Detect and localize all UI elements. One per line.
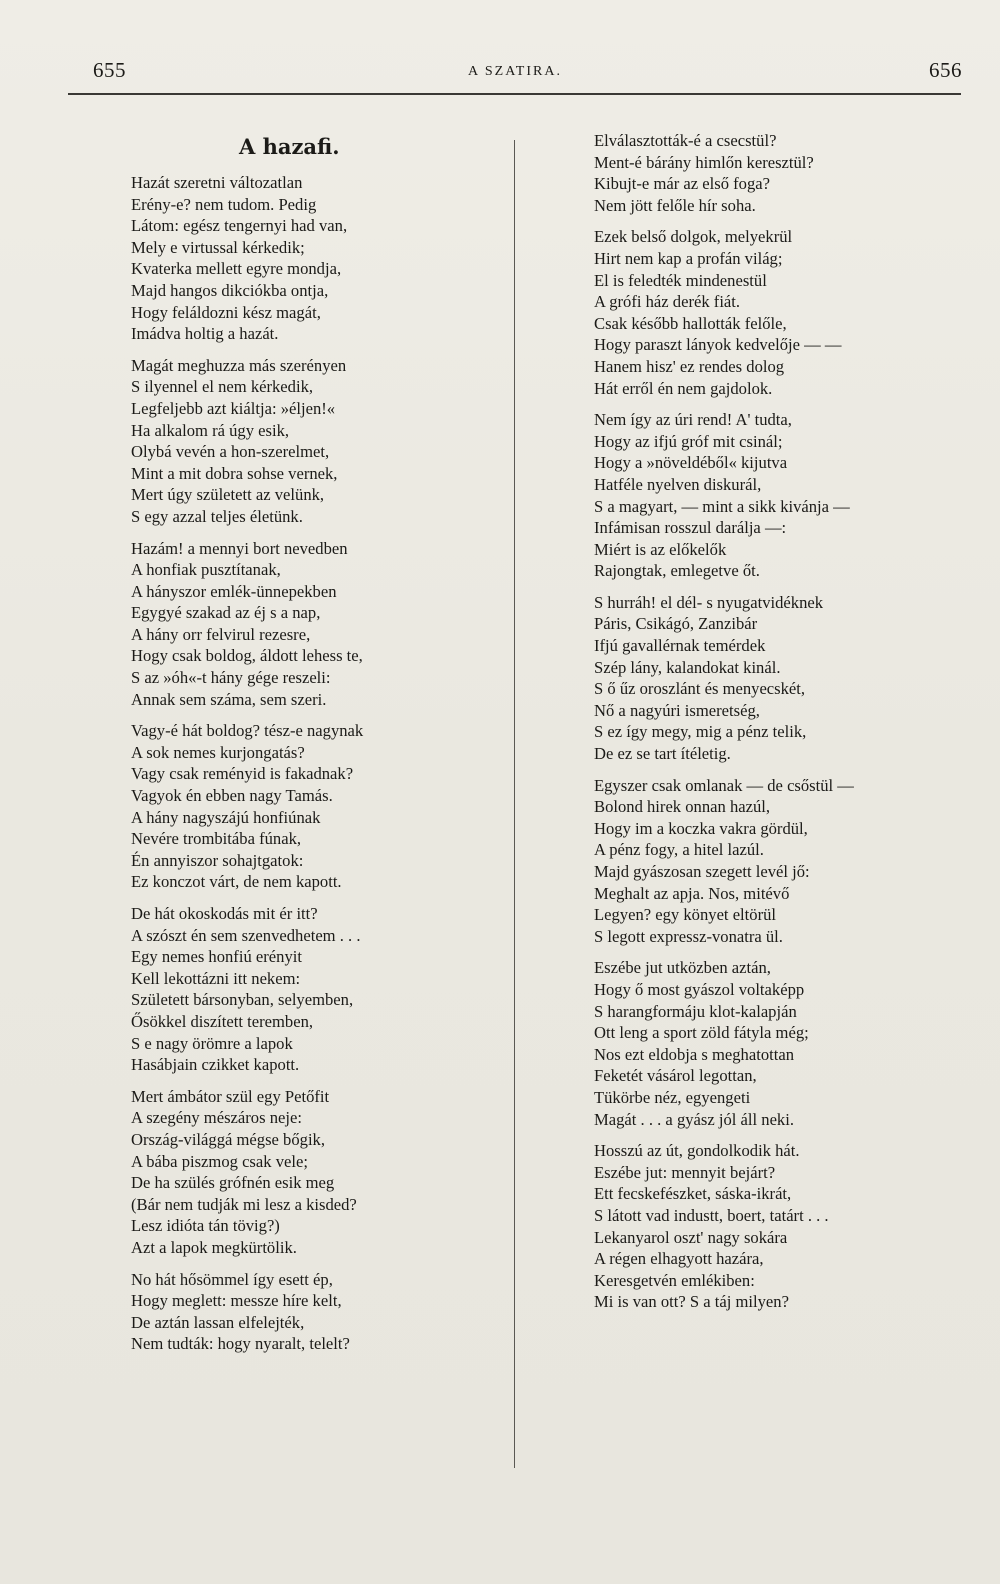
poem-line: Hogy ő most gyászol voltaképp [594,979,805,999]
poem-line: A grófi ház derék fiát. [594,292,741,312]
stanza [131,1086,501,1259]
poem-line: S ez így megy, mig a pénz telik, [594,722,807,742]
poem-line: Majd gyászosan szegett levél jő: [594,862,810,881]
poem-line: A honfiak pusztítanak, [131,560,281,580]
poem-line: Nos ezt eldobja s meghatottan [594,1044,794,1064]
poem-line: A szószt én sem szenvedhetem . . . [131,925,361,945]
poem-line: Elválasztották-é a csecstül? [594,131,777,150]
stanza [131,355,501,528]
poem-line: Miért is az előkelők [594,539,727,559]
poem-line: A pénz fogy, a hitel lazúl. [594,840,764,860]
poem-line: A bába piszmog csak vele; [131,1151,308,1171]
poem-line: Ország-világgá mégse bőgik, [131,1129,325,1149]
poem-line: Ment-é bárány himlőn keresztül? [594,152,814,172]
stanza [131,720,501,893]
poem-line: Hanem hisz' ez rendes dolog [594,356,785,376]
poem-line: Lesz idióta tán tövig?) [131,1216,280,1236]
poem-line: De hát okoskodás mit ér itt? [131,904,318,923]
poem-line: Kibujt-e már az első foga? [594,174,771,194]
poem-line: Egygyé szakad az éj s a nap, [131,603,321,623]
poem-line: Erény-e? nem tudom. Pedig [131,194,317,214]
poem-line: Mert ámbátor szül egy Petőfit [131,1086,330,1106]
poem-line: A hányszor emlék-ünnepekben [131,581,337,601]
poem-line: Hirt nem kap a profán világ; [594,248,783,268]
poem-line: Látom: egész tengernyi had van, [131,216,348,236]
poem-line: Páris, Csikágó, Zanzibár [594,614,758,634]
poem-line: De ez se tart ítéletig. [594,744,731,764]
page-number-right: 656 [929,58,962,82]
poem-line: Legyen? egy könyet eltörül [594,905,777,925]
poem-line: El is feledték mindenestül [594,270,767,290]
poem-line: Hogy feláldozni kész magát, [131,302,321,322]
poem-line: Kvaterka mellett egyre mondja, [131,259,342,279]
poem-line: Hogy im a koczka vakra gördül, [594,818,808,838]
left-column [131,130,501,1365]
poem-line: Eszébe jut: mennyit bejárt? [594,1162,776,1182]
poem-line: De aztán lassan elfelejték, [131,1312,305,1332]
poem-line: Majd hangos dikciókba ontja, [131,280,329,300]
poem-line: Hazám! a mennyi bort nevedben [131,538,348,558]
poem-line: Hazát szeretni változatlan [131,173,303,192]
poem-line: Ősökkel diszített teremben, [131,1011,314,1031]
poem-title: A hazafi. [239,134,340,159]
poem-line: Mert úgy született az velünk, [131,485,325,505]
poem-line: Mi is van ott? S a táj milyen? [594,1292,789,1312]
poem-line: Mint a mit dobra sohse vernek, [131,463,338,483]
column-divider [514,140,515,1468]
poem-line: A szegény mészáros neje: [131,1108,302,1128]
poem-line: Csak később hallották felőle, [594,313,787,333]
poem-line: Nő a nagyúri ismeretség, [594,700,760,720]
poem-line: S egy azzal teljes életünk. [131,506,303,526]
poem-line: Kell lekottázni itt nekem: [131,968,301,988]
poem-line: S legott expressz-vonatra ül. [594,926,783,946]
poem-line: (Bár nem tudják mi lesz a kisded? [131,1194,357,1214]
poem-line: Meghalt az apja. Nos, mitévő [594,883,790,903]
poem-line: Hogy a »növeldéből« kijutva [594,453,788,473]
poem-line: Hatféle nyelven diskurál, [594,474,762,494]
poem-line: Szép lány, kalandokat kinál. [594,657,781,677]
right-column [594,130,964,1323]
poem-line: S ő űz oroszlánt és menyecskét, [594,679,806,699]
poem-line: Infámisan rosszul darálja —: [594,518,787,538]
stanza [594,409,964,582]
poem-line: Nem jött felőle hír soha. [594,195,756,215]
poem-line: A sok nemes kurjongatás? [131,742,305,762]
poem-line: S a magyart, — mint a sikk kivánja — [594,496,850,516]
stanza [594,1140,964,1313]
poem-line: Vagyok én ebben nagy Tamás. [131,786,333,806]
poem-line: Ez konczot várt, de nem kapott. [131,872,342,892]
poem-line: Vagy-é hát boldog? tész-e nagynak [131,721,364,741]
poem-line: Ett fecskefészket, sáska-ikrát, [594,1184,792,1204]
stanza [131,903,501,1076]
poem-line: S e nagy örömre a lapok [131,1033,293,1053]
stanza [131,538,501,711]
poem-line: Mely e virtussal kérkedik; [131,237,305,257]
running-head: A SZATIRA. [468,64,562,79]
poem-line: Hogy meglett: messze híre kelt, [131,1291,342,1311]
poem-line: De ha szülés grófnén esik meg [131,1173,335,1193]
stanza [594,775,964,948]
poem-line: S ilyennel el nem kérkedik, [131,377,314,397]
poem-line: Lekanyarol oszt' nagy sokára [594,1227,788,1247]
poem-line: Feketét vásárol legottan, [594,1066,757,1086]
poem-line: Hasábjain czikket kapott. [131,1055,300,1075]
poem-line: Hogy az ifjú gróf mit csinál; [594,431,783,451]
poem-line: S harangformáju klot-kalapján [594,1001,797,1021]
poem-line: S hurráh! el dél- s nyugatvidéknek [594,592,824,612]
poem-line: Nem tudták: hogy nyaralt, telelt? [131,1334,350,1354]
stanza [594,592,964,765]
poem-line: A hány orr felvirul rezesre, [131,624,311,644]
poem-line: Ha alkalom rá úgy esik, [131,420,290,440]
stanza [131,1269,501,1355]
poem-line: Nevére trombitába fúnak, [131,829,302,849]
poem-line: A hány nagyszájú honfiúnak [131,807,321,827]
poem-line: Annak sem száma, sem szeri. [131,689,327,709]
poem-line: Imádva holtig a hazát. [131,324,279,344]
poem-line: Hosszú az út, gondolkodik hát. [594,1141,800,1161]
poem-line: Hát erről én nem gajdolok. [594,378,773,398]
poem-line: Eszébe jut utközben aztán, [594,958,771,978]
poem-line: S látott vad industt, boert, tatárt . . . [594,1205,829,1225]
poem-line: Egyszer csak omlanak — de csőstül — [594,775,854,795]
poem-line: Magát . . . a gyász jól áll neki. [594,1109,794,1129]
poem-line: Bolond hirek onnan hazúl, [594,797,771,817]
poem-line: Hogy paraszt lányok kedvelője — — [594,335,842,355]
poem-line: No hát hősömmel így esett ép, [131,1269,333,1289]
poem-line: Azt a lapok megkürtölik. [131,1237,297,1257]
poem-line: Tükörbe néz, egyengeti [594,1087,751,1107]
poem-line: Nem így az úri rend! A' tudta, [594,410,792,430]
poem-line: Rajongtak, emlegetve őt. [594,561,760,581]
poem-line: A régen elhagyott hazára, [594,1249,764,1269]
poem-line: Én annyiszor sohajtgatok: [131,850,304,870]
poem-line: Magát meghuzza más szerényen [131,355,347,375]
poem-line: Ezek belső dolgok, melyekrül [594,227,793,247]
poem-line: S az »óh«-t hány gége reszeli: [131,668,331,688]
poem-line: Ifjú gavallérnak temérdek [594,636,766,656]
poem-line: Ott leng a sport zöld fátyla még; [594,1023,809,1043]
poem-line: Legfeljebb azt kiáltja: »éljen!« [131,398,336,418]
page-number-left: 655 [93,58,126,82]
header-rule [68,93,961,95]
stanza [131,172,501,345]
poem-line: Keresgetvén emlékiben: [594,1270,755,1290]
stanza [594,957,964,1130]
page-header [68,58,962,98]
poem-line: Egy nemes honfiú erényit [131,947,302,967]
poem-line: Olybá vevén a hon-szerelmet, [131,442,330,462]
stanza [594,130,964,216]
poem-line: Hogy csak boldog, áldott lehess te, [131,646,363,666]
poem-line: Született bársonyban, selyemben, [131,990,354,1010]
stanza [594,226,964,399]
poem-line: Vagy csak reményid is fakadnak? [131,764,354,784]
